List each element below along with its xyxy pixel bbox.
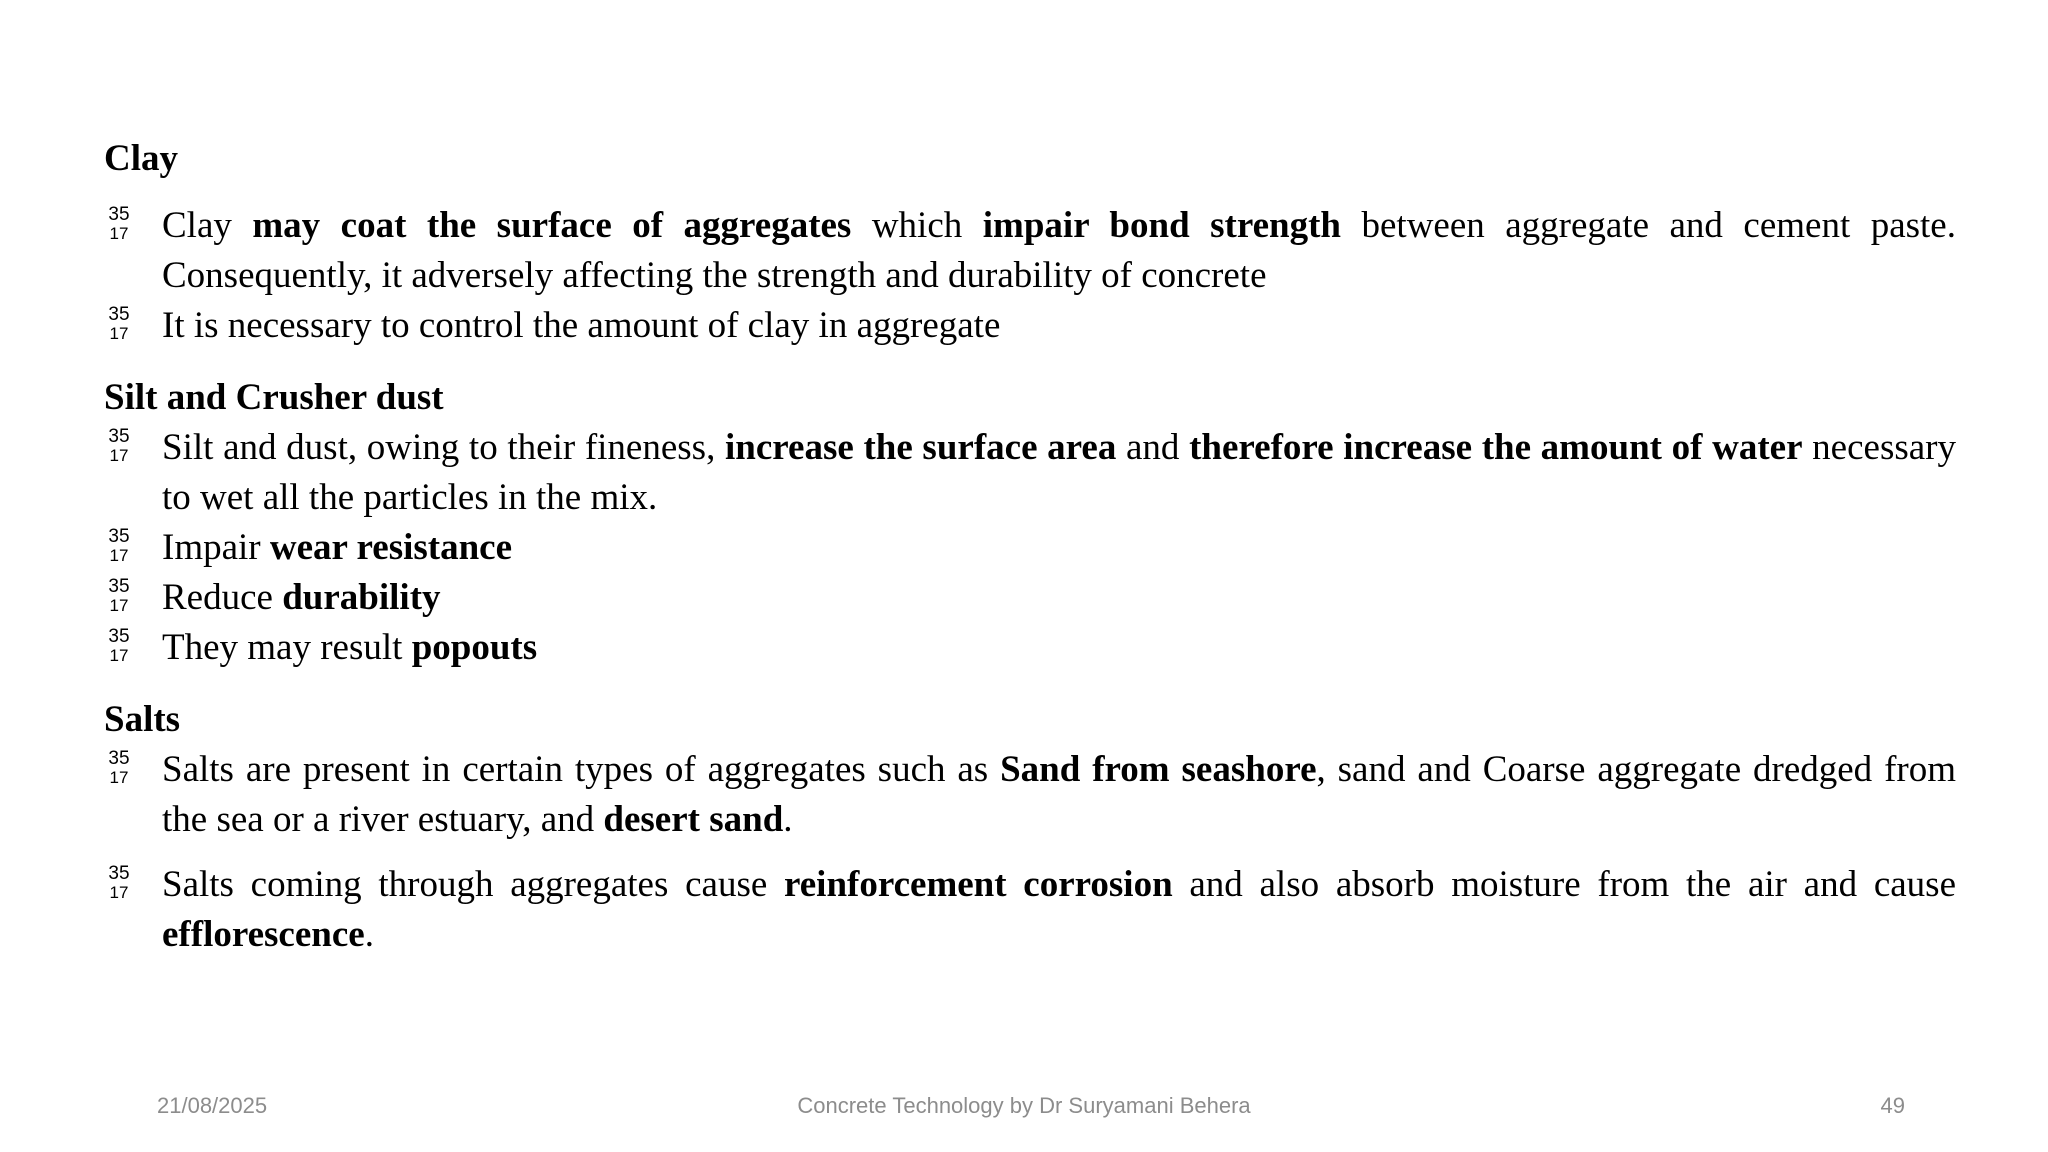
list-item [104, 623, 1956, 673]
bullet-list [104, 745, 1956, 960]
section-salts [104, 695, 1956, 960]
bullet-marker-icon: 35 17 [108, 526, 130, 565]
list-item [104, 745, 1956, 845]
bold-text: may coat the surface of aggregates [252, 205, 852, 246]
bullet-text: Salts are present in certain types of aggregates such as Sand from seashore, sand and Coarse aggregate dredged from the sea or a river estuary, and desert sand. [162, 749, 1957, 840]
list-item [104, 423, 1956, 523]
list-item [104, 573, 1956, 623]
bullet-marker-icon: 35 17 [108, 304, 130, 343]
list-item [104, 523, 1956, 573]
list-item [104, 301, 1956, 351]
bold-text: impair bond strength [982, 205, 1342, 246]
bullet-text: They may result popouts [162, 627, 538, 668]
slide-content [104, 134, 1956, 960]
bold-text: therefore increase the amount of water [1189, 427, 1803, 468]
section-heading: Clay [104, 138, 178, 179]
section-heading: Salts [104, 699, 181, 740]
list-item [104, 201, 1956, 301]
bold-text: wear resistance [269, 527, 513, 568]
bullet-list [104, 423, 1956, 673]
bullet-text: Impair wear resistance [162, 527, 513, 568]
bullet-marker-icon: 35 17 [108, 426, 130, 465]
footer-date: 21/08/2025 [157, 1093, 268, 1118]
bold-text: reinforcement corrosion [783, 864, 1173, 905]
bold-text: durability [282, 577, 441, 618]
footer-page-number: 49 [1880, 1093, 1905, 1118]
bullet-text: Clay may coat the surface of aggregates which impair bond strength between aggregate and cement paste. Consequently, it adversely affecting the strength and durability of concrete [162, 205, 1956, 296]
bold-text: increase the surface area [725, 427, 1117, 468]
bullet-text: It is necessary to control the amount of clay in aggregate [162, 305, 1001, 346]
bullet-marker-icon: 35 17 [108, 748, 130, 787]
bold-text: popouts [411, 627, 538, 668]
bullet-list [104, 201, 1956, 351]
bullet-text: Reduce durability [162, 577, 441, 618]
section-clay [104, 134, 1956, 351]
bullet-marker-icon: 35 17 [108, 204, 130, 243]
bold-text: desert sand [603, 799, 784, 840]
section-silt [104, 373, 1956, 673]
bullet-text: Silt and dust, owing to their fineness, increase the surface area and therefore increase the amount of water necessary to wet all the particles in the mix. [162, 427, 1956, 518]
bold-text: Sand from seashore [1000, 749, 1317, 790]
section-heading: Silt and Crusher dust [104, 377, 444, 418]
bullet-marker-icon: 35 17 [108, 626, 130, 665]
footer-title: Concrete Technology by Dr Suryamani Behera [797, 1093, 1251, 1118]
bullet-marker-icon: 35 17 [108, 576, 130, 615]
bullet-marker-icon: 35 17 [108, 863, 130, 902]
list-item [104, 860, 1956, 960]
bold-text: efflorescence [162, 914, 365, 955]
bullet-text: Salts coming through aggregates cause reinforcement corrosion and also absorb moisture from the air and cause efflorescence. [162, 864, 1956, 955]
